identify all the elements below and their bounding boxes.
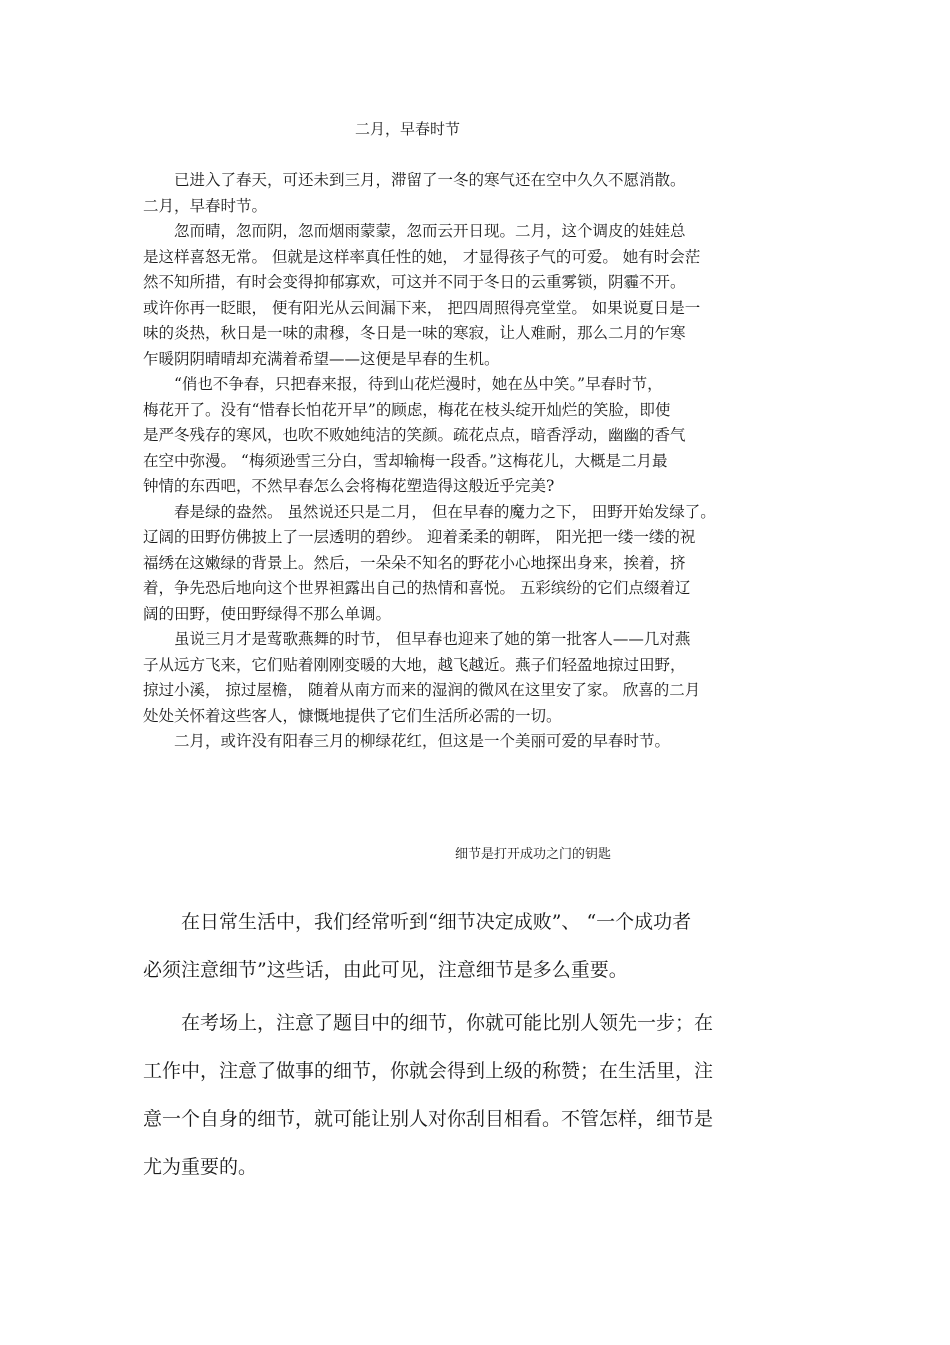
essay1-line: 阔的田野，使田野绿得不那么单调。 <box>143 604 392 623</box>
essay2-line: 在考场上，注意了题目中的细节，你就可能比别人领先一步；在 <box>143 1012 714 1034</box>
essay1-line: 忽而晴，忽而阴，忽而烟雨蒙蒙，忽而云开日现。二月，这个调皮的娃娃总 <box>143 222 686 240</box>
essay1-line: “俏也不争春，只把春来报，待到山花烂漫时，她在丛中笑。”早春时节， <box>143 375 663 393</box>
essay1-line: 是这样喜怒无常。 但就是这样率真任性的她， 才显得孩子气的可爱。 她有时会茫 <box>143 247 701 266</box>
essay2-line: 必须注意细节”这些话，由此可见，注意细节是多么重要。 <box>143 959 628 981</box>
essay2-line: 尤为重要的。 <box>143 1156 258 1178</box>
essay1-line: 然不知所措，有时会变得抑郁寡欢，可这并不同于冬日的云重雾锁，阴霾不开。 <box>143 273 686 291</box>
essay1-line: 二月，早春时节。 <box>143 196 268 215</box>
essay1-title: 二月，早春时节 <box>355 120 461 138</box>
essay2-body <box>143 898 833 1191</box>
essay1-line: 味的炎热，秋日是一味的肃穆，冬日是一味的寒寂，让人难耐，那么二月的乍寒 <box>143 324 686 342</box>
essay1-line: 在空中弥漫。 “梅须逊雪三分白，雪却输梅一段香。”这梅花儿，大概是二月最 <box>143 451 668 470</box>
essay1-line: 着，争先恐后地向这个世界袒露出自己的热情和喜悦。 五彩缤纷的它们点缀着辽 <box>143 579 691 597</box>
essay1-line: 春是绿的盎然。 虽然说还只是二月， 但在早春的魔力之下， 田野开始发绿了。 <box>143 502 716 521</box>
essay1-line: 二月，或许没有阳春三月的柳绿花红，但这是一个美丽可爱的早春时节。 <box>143 732 671 750</box>
essay1-line: 处处关怀着这些客人，慷慨地提供了它们生活所必需的一切。 <box>143 706 562 725</box>
essay1-body <box>143 168 813 755</box>
essay1-line: 辽阔的田野仿佛披上了一层透明的碧纱。 迎着柔柔的朝晖， 阳光把一缕一缕的祝 <box>143 528 696 546</box>
essay1-line: 福绣在这嫩绿的背景上。然后，一朵朵不知名的野花小心地探出身来，挨着，挤 <box>143 553 686 572</box>
essay1-line: 钟情的东西吧，不然早春怎么会将梅花塑造得这般近乎完美? <box>143 477 555 495</box>
essay1-line: 梅花开了。没有“惜春长怕花开早”的顾虑，梅花在枝头绽开灿烂的笑脸，即使 <box>143 400 671 419</box>
essay1-line: 乍暖阴阴晴晴却充满着希望——这便是早春的生机。 <box>143 349 500 368</box>
essay1-line: 或许你再一眨眼， 便有阳光从云间漏下来， 把四周照得亮堂堂。 如果说夏日是一 <box>143 298 701 317</box>
essay1-line: 已进入了春天，可还未到三月，滞留了一冬的寒气还在空中久久不愿消散。 <box>143 171 686 189</box>
essay2-line: 在日常生活中，我们经常听到“细节决定成败”、 “一个成功者 <box>143 911 692 933</box>
essay1-line: 掠过小溪， 掠过屋檐， 随着从南方而来的湿润的微风在这里安了家。 欣喜的二月 <box>143 681 701 699</box>
essay2-title: 细节是打开成功之门的钥匙 <box>455 847 612 862</box>
essay1-line: 是严冬残存的寒风，也吹不败她纯洁的笑颜。疏花点点，暗香浮动，幽幽的香气 <box>143 426 686 444</box>
essay1-line: 虽说三月才是莺歌燕舞的时节， 但早春也迎来了她的第一批客人——几对燕 <box>143 630 691 648</box>
essay2-line: 工作中，注意了做事的细节，你就会得到上级的称赞；在生活里，注 <box>143 1060 714 1082</box>
essay1-line: 子从远方飞来，它们贴着刚刚变暖的大地，越飞越近。燕子们轻盈地掠过田野， <box>143 655 686 674</box>
essay2-line: 意一个自身的细节，就可能让别人对你刮目相看。不管怎样，细节是 <box>143 1108 714 1130</box>
